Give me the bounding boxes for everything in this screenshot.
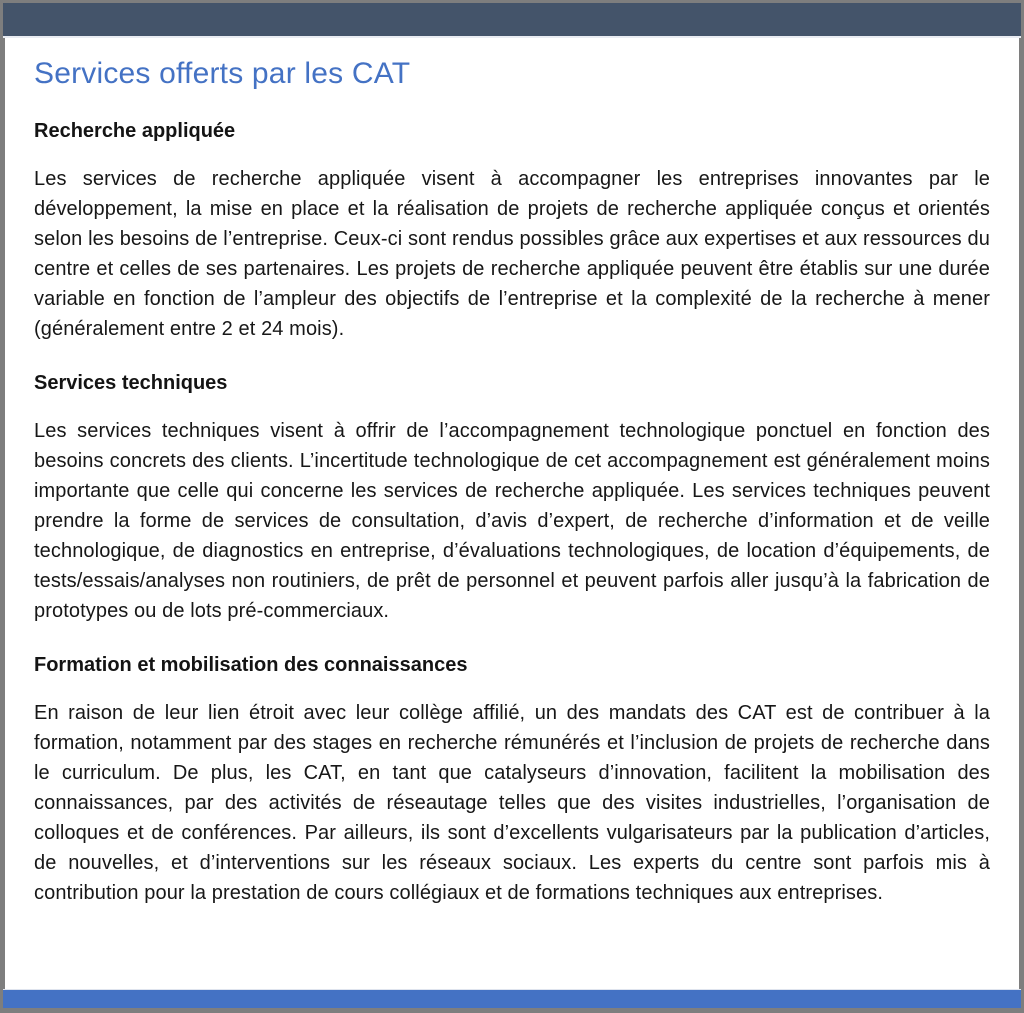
section-recherche-appliquee	[34, 118, 990, 344]
section-body: Les services de recherche appliquée visent à accompagner les entreprises innovantes par le développement, la mise en place et la réalisation de projets de recherche appliquée conçus et orientés selon les besoins de l’entreprise. Ceux-ci sont rendus possibles grâce aux expertises et aux ressources du centre et celles de ses partenaires. Les projets de recherche appliquée peuvent être établis sur une durée variable en fonction de l’ampleur des objectifs de l’entreprise et la complexité de la recherche à mener (généralement entre 2 et 24 mois).	[34, 168, 990, 340]
top-header-bar	[3, 3, 1021, 38]
document-page	[5, 38, 1019, 989]
section-heading: Formation et mobilisation des connaissances	[34, 654, 468, 676]
section-heading: Recherche appliquée	[34, 120, 236, 142]
page-title: Services offerts par les CAT	[34, 57, 411, 90]
section-formation-mobilisation	[34, 652, 990, 908]
section-body: Les services techniques visent à offrir de l’accompagnement technologique ponctuel en fonction des besoins concrets des clients. L’incertitude technologique de cet accompagnement est généralement moins importante que celle qui concerne les services de recherche appliquée. Les services techniques peuvent prendre la forme de services de consultation, d’avis d’expert, de recherche d’information et de veille technologique, de diagnostics en entreprise, d’évaluations technologiques, de location d’équipements, de tests/essais/analyses non routiniers, de prêt de personnel et peuvent parfois aller jusqu’à la fabrication de prototypes ou de lots pré-commerciaux.	[34, 420, 990, 622]
section-body: En raison de leur lien étroit avec leur collège affilié, un des mandats des CAT est de contribuer à la formation, notamment par des stages en recherche rémunérés et l’inclusion de projets de recherche dans le curriculum. De plus, les CAT, en tant que catalyseurs d’innovation, facilitent la mobilisation des connaissances, par des activités de réseautage telles que des visites industrielles, l’organisation de colloques et de conférences. Par ailleurs, ils sont d’excellents vulgarisateurs par la publication d’articles, de nouvelles, et d’interventions sur les réseaux sociaux. Les experts du centre sont parfois mis à contribution pour la prestation de cours collégiaux et de formations techniques aux entreprises.	[34, 702, 990, 904]
section-heading: Services techniques	[34, 372, 228, 394]
bottom-footer-bar	[3, 989, 1021, 1008]
section-services-techniques	[34, 370, 990, 626]
